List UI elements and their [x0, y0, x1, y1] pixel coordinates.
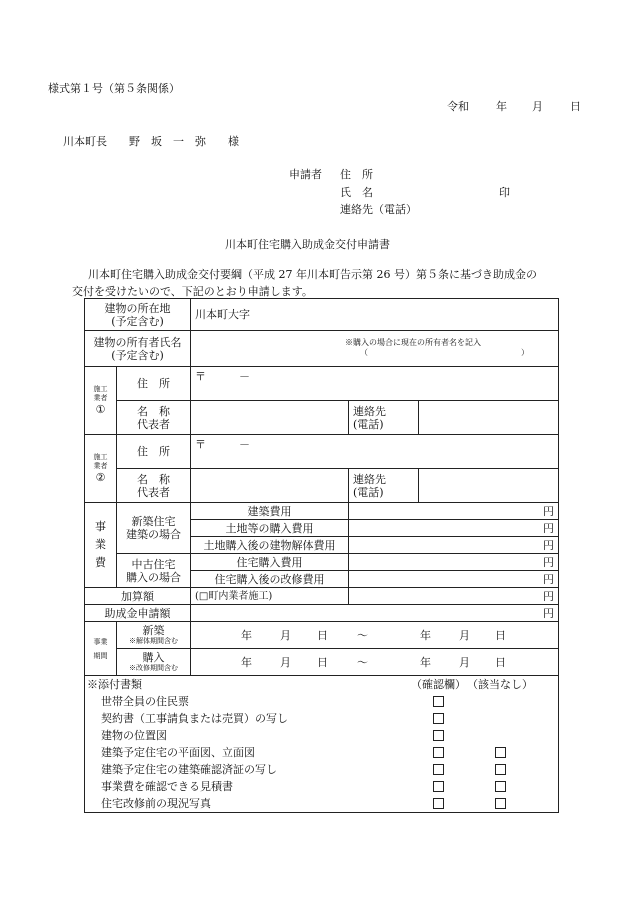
period-start-day: 日 — [317, 655, 328, 669]
na-checkbox[interactable] — [495, 781, 506, 792]
cost-item-label: 住宅購入後の改修費用 — [191, 571, 349, 588]
contractor2-address-row — [85, 435, 559, 469]
period-end-year: 年 — [420, 628, 431, 642]
period-end-day: 日 — [495, 628, 506, 642]
cost-amount[interactable]: 円 — [349, 520, 559, 537]
contractor1-address-value[interactable]: 〒 － — [191, 367, 559, 401]
applicant-address-label: 住 所 — [340, 168, 373, 181]
local-contractor-checkbox[interactable]: (□町内業者施工) — [195, 590, 273, 602]
attachment-item: 事業費を確認できる見積書 — [85, 778, 558, 795]
cost-amount[interactable]: 円 — [349, 503, 559, 520]
applicant-contact-label: 連絡先（電話） — [340, 203, 417, 216]
confirm-checkbox[interactable] — [433, 713, 444, 724]
confirm-column-label: （確認欄） — [411, 678, 466, 691]
addressee: 川本町長 野 坂 一 弥 様 — [63, 135, 239, 148]
contractor1-contact-value[interactable] — [419, 401, 559, 435]
grant-row — [85, 605, 559, 622]
owner-value[interactable] — [191, 331, 559, 367]
contractor2-name-row — [85, 469, 559, 503]
addition-note[interactable] — [191, 588, 349, 605]
na-checkbox[interactable] — [495, 764, 506, 775]
period-label: 事業 期間 — [85, 622, 117, 676]
period-tilde: ～ — [357, 655, 368, 669]
date-month: 月 — [532, 100, 543, 113]
period-new-value[interactable] — [191, 622, 559, 649]
contractor1-name-row — [85, 401, 559, 435]
period-end-month: 月 — [459, 655, 470, 669]
confirm-checkbox[interactable] — [433, 781, 444, 792]
period-start-year: 年 — [241, 655, 252, 669]
applicant-label: 申請者 — [289, 168, 322, 181]
contractor1-address-label: 住 所 — [117, 367, 191, 401]
owner-row — [85, 331, 559, 367]
contractor2-address-value[interactable]: 〒 － — [191, 435, 559, 469]
confirm-checkbox[interactable] — [433, 730, 444, 741]
owner-label: 建物の所有者氏名 (予定含む) — [85, 331, 191, 367]
confirm-checkbox[interactable] — [433, 696, 444, 707]
new-build-label: 新築住宅 建築の場合 — [117, 503, 191, 554]
cost-row — [85, 503, 559, 520]
addition-amount[interactable]: 円 — [349, 588, 559, 605]
contractor2-contact-value[interactable] — [419, 469, 559, 503]
cost-amount[interactable]: 円 — [349, 571, 559, 588]
period-start-month: 月 — [280, 628, 291, 642]
date-day: 日 — [570, 100, 581, 113]
form-number: 様式第１号（第５条関係） — [48, 82, 180, 95]
contractor1-contact-label: 連絡先 (電話) — [349, 401, 419, 435]
period-purchase-row — [85, 649, 559, 676]
contractor2-name-value[interactable] — [191, 469, 349, 503]
owner-note: ※購入の場合に現在の所有者名を記入 — [345, 337, 481, 347]
attachments-row — [85, 676, 559, 813]
attachments-header: ※添付書類 — [87, 678, 142, 691]
location-row — [85, 299, 559, 331]
addition-label: 加算額 — [85, 588, 191, 605]
period-start-month: 月 — [280, 655, 291, 669]
cost-amount[interactable]: 円 — [349, 554, 559, 571]
period-new-label: 新築 ※解体期間含む — [117, 622, 191, 649]
cost-row — [85, 554, 559, 571]
application-table — [84, 298, 558, 813]
attachments-section — [85, 676, 559, 813]
attachment-item: 住宅改修前の現況写真 — [85, 795, 558, 812]
contractor2-contact-label: 連絡先 (電話) — [349, 469, 419, 503]
document-title: 川本町住宅購入助成金交付申請書 — [225, 238, 390, 251]
contractor1-name-label: 名 称 代表者 — [117, 401, 191, 435]
attachment-item: 建築予定住宅の平面図、立面図 — [85, 744, 558, 761]
contractor2-name-label: 名 称 代表者 — [117, 469, 191, 503]
period-end-year: 年 — [420, 655, 431, 669]
attachment-item: 世帯全員の住民票 — [85, 693, 558, 710]
cost-item-label: 土地購入後の建物解体費用 — [191, 537, 349, 554]
used-house-label: 中古住宅 購入の場合 — [117, 554, 191, 588]
cost-amount[interactable]: 円 — [349, 537, 559, 554]
body-text-line1: 川本町住宅購入助成金交付要綱（平成 27 年川本町告示第 26 号）第５条に基づき助成金の — [88, 268, 537, 281]
period-purchase-label: 購入 ※改修期間含む — [117, 649, 191, 676]
attachment-item: 契約書（工事請負または売買）の写し — [85, 710, 558, 727]
applicant-name-label: 氏 名 — [340, 186, 373, 199]
date-year: 年 — [496, 100, 507, 113]
contractor2-address-label: 住 所 — [117, 435, 191, 469]
owner-paren-open: （ — [360, 347, 368, 357]
cost-label: 事 業 費 — [85, 503, 117, 588]
contractor2-label: 施工 業者 ② — [85, 435, 117, 503]
attachment-item: 建築予定住宅の建築確認済証の写し — [85, 761, 558, 778]
period-purchase-value[interactable] — [191, 649, 559, 676]
period-new-row — [85, 622, 559, 649]
grant-label: 助成金申請額 — [85, 605, 191, 622]
date-era: 令和 — [447, 100, 469, 113]
location-value[interactable]: 川本町大字 — [191, 299, 559, 331]
contractor1-label: 施工 業者 ① — [85, 367, 117, 435]
contractor1-name-value[interactable] — [191, 401, 349, 435]
period-end-day: 日 — [495, 655, 506, 669]
period-tilde: ～ — [357, 628, 368, 642]
period-start-year: 年 — [241, 628, 252, 642]
period-start-day: 日 — [317, 628, 328, 642]
confirm-checkbox[interactable] — [433, 764, 444, 775]
attachment-item: 建物の位置図 — [85, 727, 558, 744]
location-label: 建物の所在地 (予定含む) — [85, 299, 191, 331]
contractor1-address-row — [85, 367, 559, 401]
na-column-label: （該当なし） — [467, 678, 533, 691]
na-checkbox[interactable] — [495, 747, 506, 758]
confirm-checkbox[interactable] — [433, 747, 444, 758]
period-end-month: 月 — [459, 628, 470, 642]
owner-paren-close: ） — [521, 347, 529, 357]
grant-amount[interactable]: 円 — [191, 605, 559, 622]
na-checkbox[interactable] — [495, 798, 506, 809]
body-text-line2: 交付を受けたいので、下記のとおり申請します。 — [72, 285, 313, 298]
addition-row — [85, 588, 559, 605]
cost-item-label: 住宅購入費用 — [191, 554, 349, 571]
seal-mark: 印 — [499, 186, 510, 199]
confirm-checkbox[interactable] — [433, 798, 444, 809]
cost-item-label: 建築費用 — [191, 503, 349, 520]
cost-item-label: 土地等の購入費用 — [191, 520, 349, 537]
